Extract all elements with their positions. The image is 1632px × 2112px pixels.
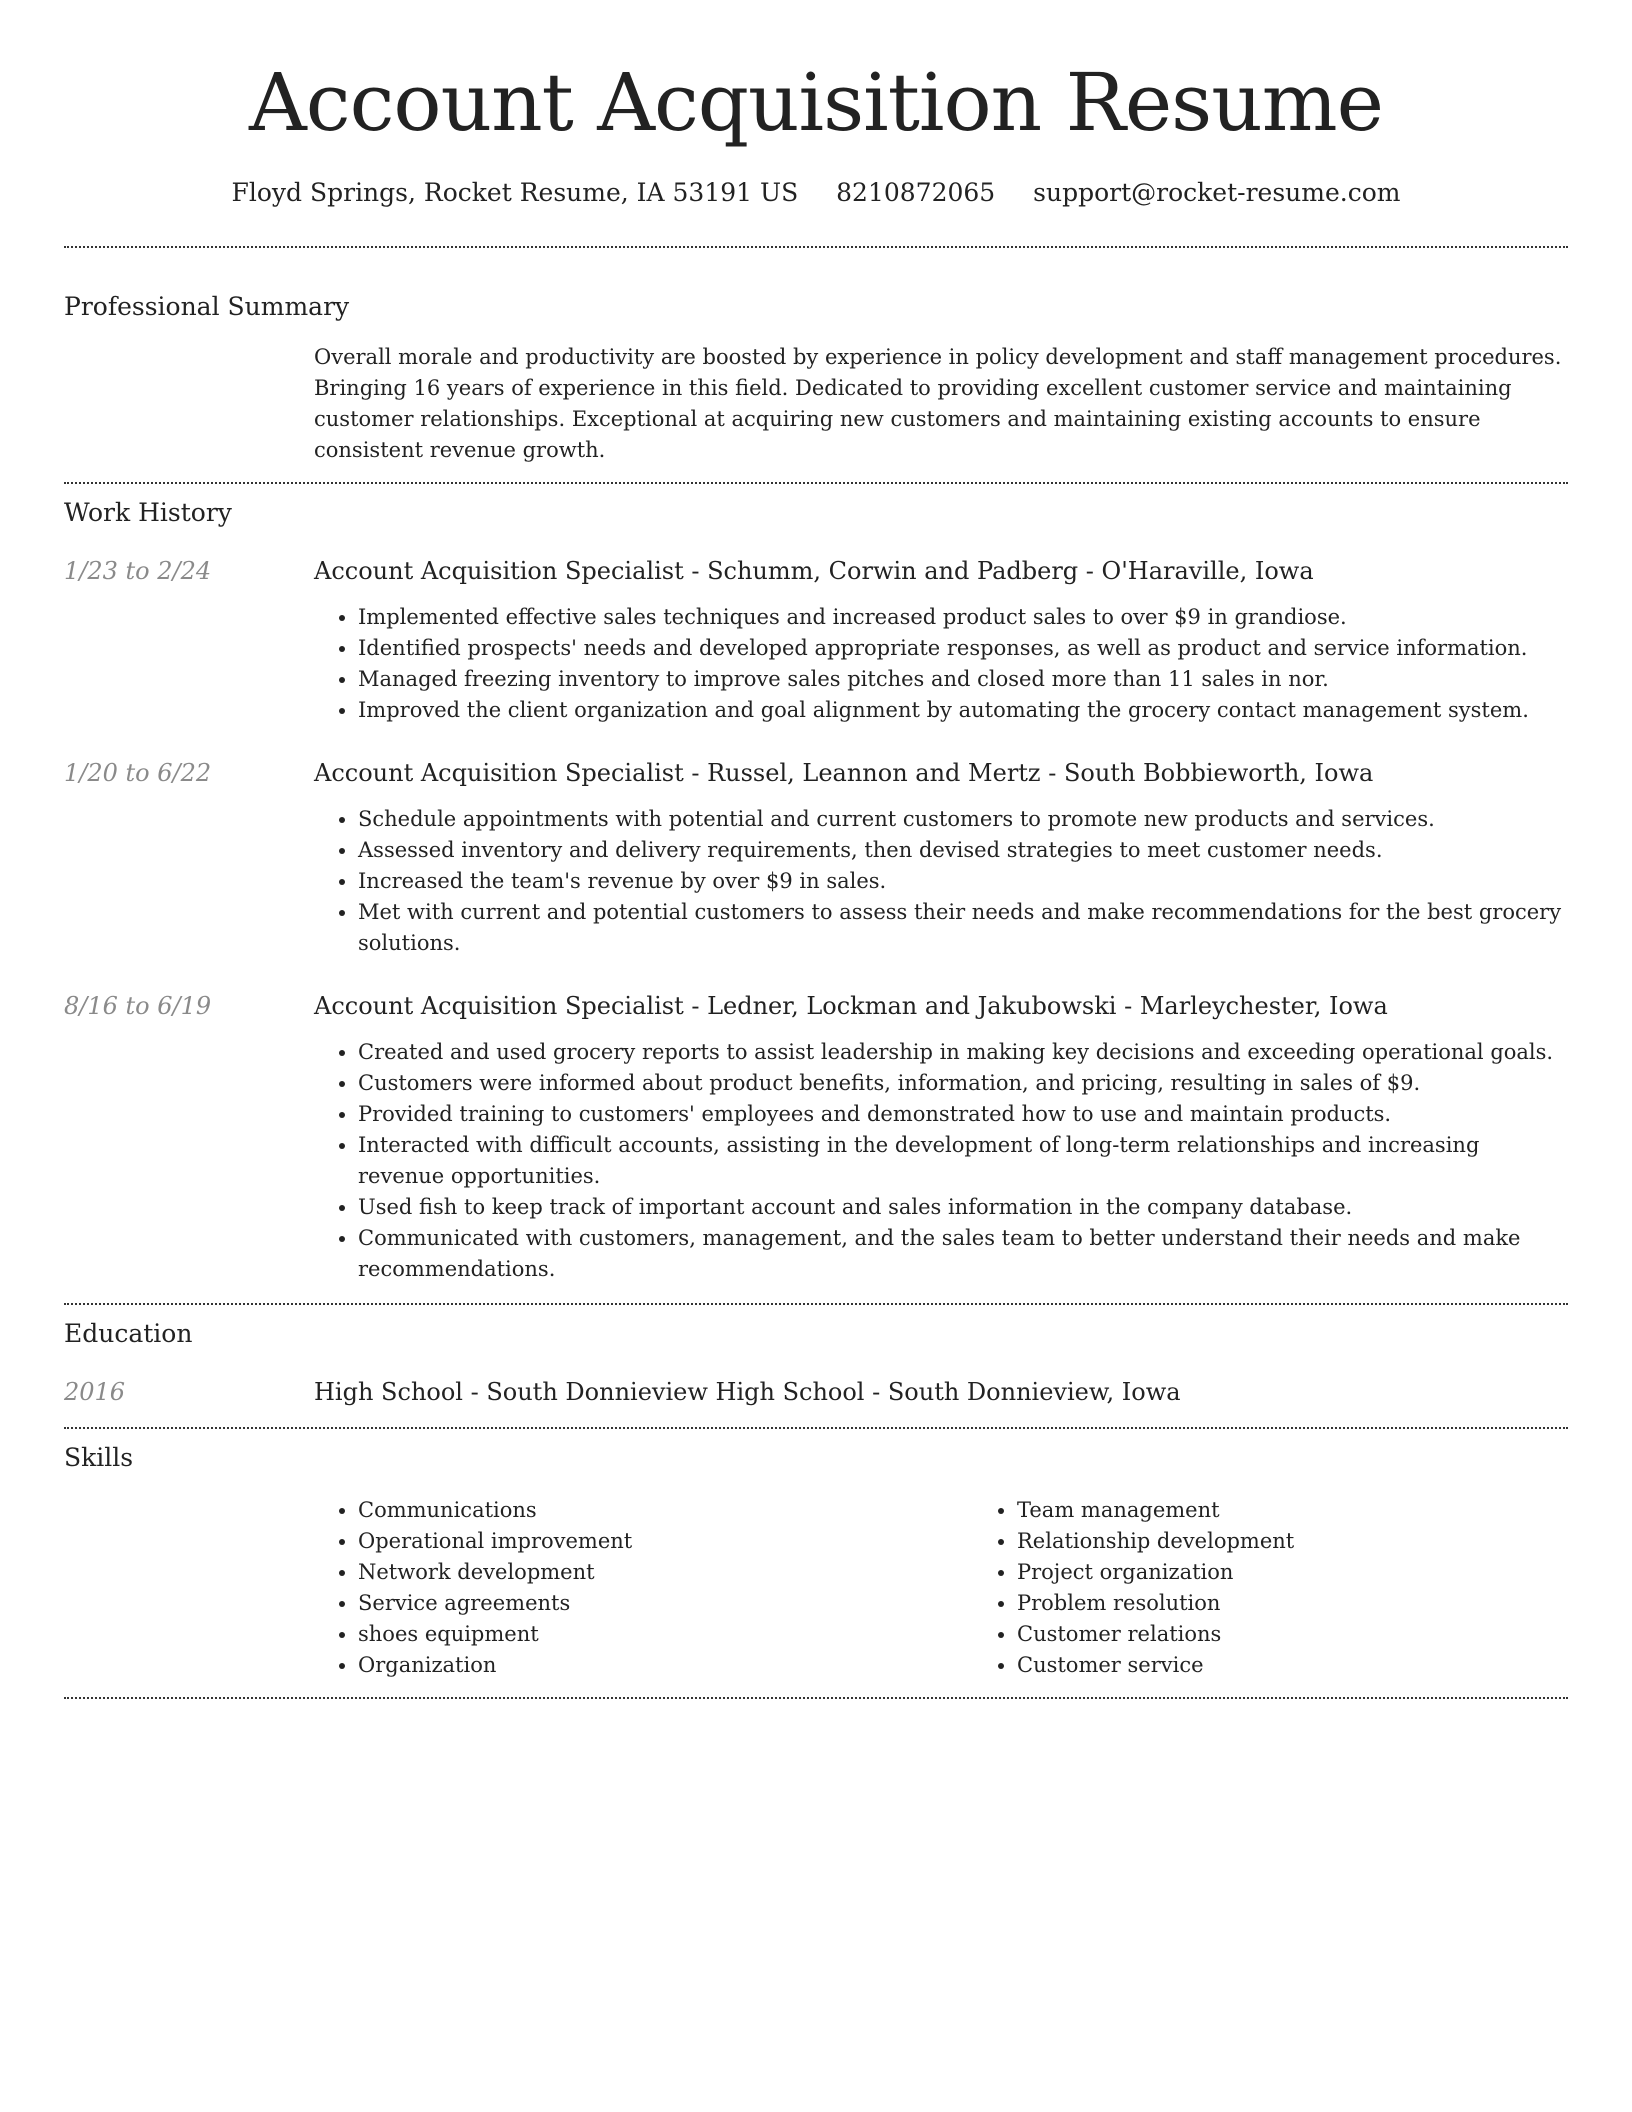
contact-email: support@rocket-resume.com [1033, 178, 1401, 207]
skill-item: • Problem resolution [1017, 1588, 1632, 1619]
resume-title: Account Acquisition Resume [249, 56, 1383, 149]
contact-phone: 8210872065 [836, 178, 996, 207]
job-bullets [314, 1037, 1568, 1285]
education-degree: High School [314, 1378, 463, 1406]
job-title: Account Acquisition Specialist [314, 557, 684, 585]
education-heading: Education [64, 1319, 193, 1348]
education-entry [64, 1375, 1568, 1409]
contact-address: Floyd Springs, Rocket Resume, IA 53191 US [231, 178, 799, 207]
job-bullet: • Customers were informed about product benefits, information, and pricing, resulting in sales of $9. [358, 1068, 1568, 1099]
job-dates: 8/16 to 6/19 [64, 992, 212, 1020]
job-bullet: • Used fish to keep track of important account and sales information in the company database. [358, 1192, 1568, 1223]
job-heading [314, 554, 1568, 588]
summary-section [64, 290, 1568, 466]
job-bullet: • Interacted with difficult accounts, assisting in the development of long-term relationships and increasing revenue opportunities. [358, 1130, 1568, 1192]
job-heading [314, 756, 1568, 790]
job-bullet: • Identified prospects' needs and developed appropriate responses, as well as product and service information. [358, 633, 1568, 664]
job-title: Account Acquisition Specialist [314, 992, 684, 1020]
work-history-section [64, 496, 1568, 1285]
job-entry [64, 989, 1568, 1285]
skill-item: • Communications [358, 1495, 973, 1526]
skill-item: • Operational improvement [358, 1526, 973, 1557]
skills-heading: Skills [64, 1443, 134, 1472]
section-divider [64, 246, 1568, 248]
work-history-heading: Work History [64, 498, 232, 527]
education-section [64, 1317, 1568, 1409]
job-bullet: • Created and used grocery reports to assist leadership in making key decisions and exceeding operational goals. [358, 1037, 1568, 1068]
skill-item: • Service agreements [358, 1588, 973, 1619]
education-heading-line [314, 1375, 1568, 1409]
job-entry [64, 554, 1568, 726]
education-year: 2016 [64, 1378, 126, 1406]
resume-page [64, 0, 1568, 1699]
job-bullets [314, 804, 1568, 959]
section-divider [64, 1697, 1568, 1699]
section-divider [64, 1303, 1568, 1305]
skill-item: • Customer service [1017, 1650, 1632, 1681]
job-bullet: • Assessed inventory and delivery requirements, then devised strategies to meet customer needs. [358, 835, 1568, 866]
skill-item: • Relationship development [1017, 1526, 1632, 1557]
job-bullet: • Managed freezing inventory to improve sales pitches and closed more than 11 sales in nor. [358, 664, 1568, 695]
job-bullet: • Provided training to customers' employees and demonstrated how to use and maintain products. [358, 1099, 1568, 1130]
job-employer: - Schumm, Corwin and Padberg - O'Haraville, Iowa [683, 557, 1314, 585]
job-dates: 1/20 to 6/22 [64, 759, 212, 787]
job-entry [64, 756, 1568, 959]
job-title: Account Acquisition Specialist [314, 759, 684, 787]
job-bullet: • Increased the team's revenue by over $9 in sales. [358, 866, 1568, 897]
job-dates: 1/23 to 2/24 [64, 557, 212, 585]
job-bullet: • Implemented effective sales techniques and increased product sales to over $9 in grandiose. [358, 602, 1568, 633]
skills-section [64, 1441, 1568, 1681]
education-school: - South Donnieview High School - South Donnieview, Iowa [462, 1378, 1181, 1406]
job-bullet: • Met with current and potential customers to assess their needs and make recommendations for the best grocery solutions. [358, 897, 1568, 959]
skill-item: • Organization [358, 1650, 973, 1681]
job-bullet: • Improved the client organization and goal alignment by automating the grocery contact management system. [358, 695, 1568, 726]
job-heading [314, 989, 1568, 1023]
job-employer: - Russel, Leannon and Mertz - South Bobbieworth, Iowa [683, 759, 1374, 787]
job-employer: - Ledner, Lockman and Jakubowski - Marleychester, Iowa [683, 992, 1388, 1020]
summary-heading: Professional Summary [64, 292, 350, 321]
section-divider [64, 1427, 1568, 1429]
job-bullet: • Communicated with customers, management, and the sales team to better understand their needs and make recommendations. [358, 1223, 1568, 1285]
contact-line [64, 176, 1568, 210]
summary-text: Overall morale and productivity are boosted by experience in policy development and staff management procedures. Bringing 16 years of experience in this field. Dedicated to providing excellent customer service and maintaining customer relationships. Exceptional at acquiring new customers and maintaining existing accounts to ensure consistent revenue growth. [314, 345, 1562, 462]
job-bullets [314, 602, 1568, 726]
skill-item: • shoes equipment [358, 1619, 973, 1650]
skill-item: • Team management [1017, 1495, 1632, 1526]
section-divider [64, 482, 1568, 484]
job-bullet: • Schedule appointments with potential and current customers to promote new products and services. [358, 804, 1568, 835]
skill-item: • Project organization [1017, 1557, 1632, 1588]
skills-list-left [314, 1495, 973, 1681]
skill-item: • Network development [358, 1557, 973, 1588]
skills-list-right [973, 1495, 1632, 1681]
skill-item: • Customer relations [1017, 1619, 1632, 1650]
